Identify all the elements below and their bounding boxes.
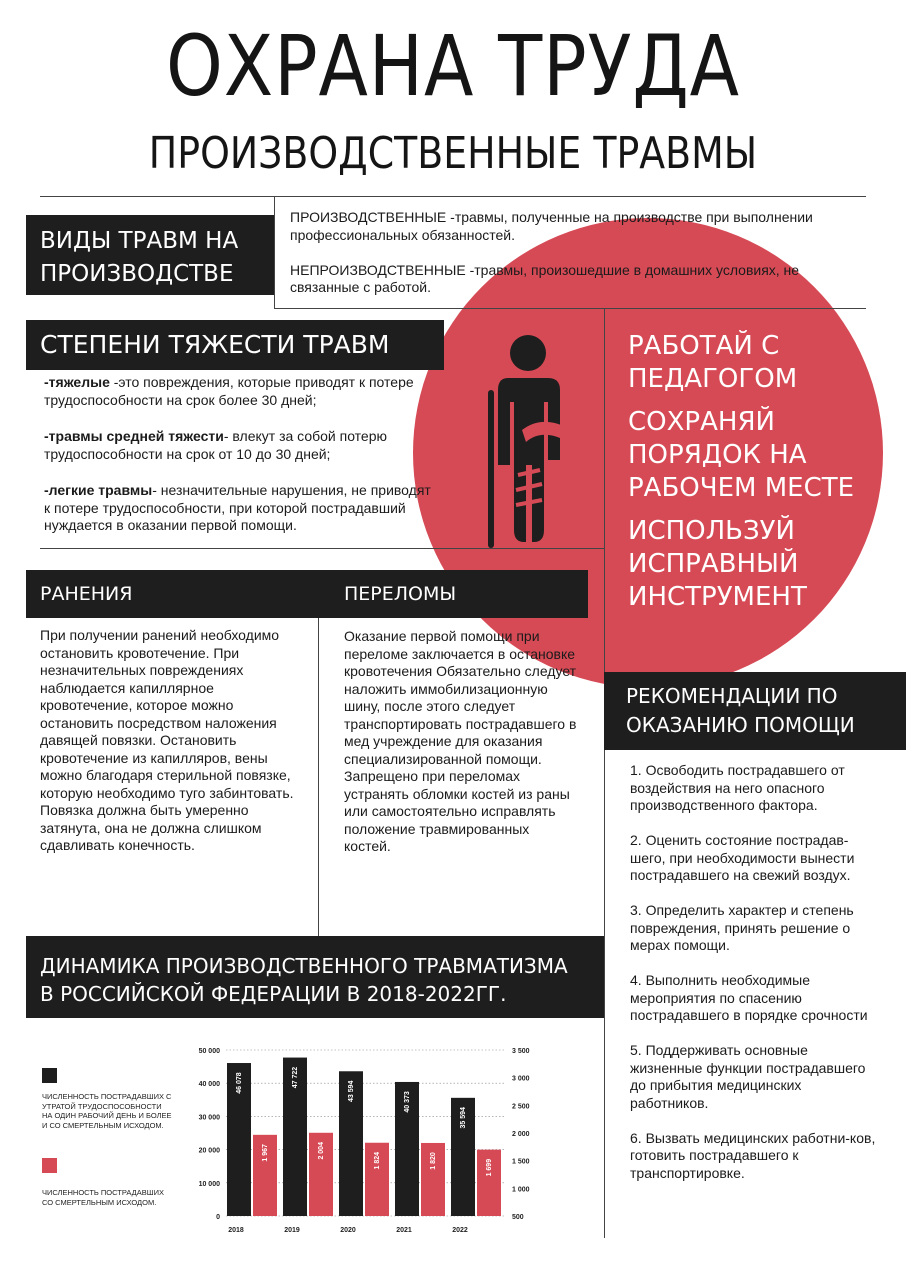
- right-axis-tick-label: 1 500: [512, 1158, 530, 1166]
- x-axis-tick-label: 2020: [340, 1227, 356, 1234]
- recommendation-item: 2. Оценить состояние пострадав-шего, при необходимости вынести пострадавшего на свежий воздух.: [630, 832, 855, 883]
- fractures-heading: ПЕРЕЛОМЫ: [318, 570, 588, 618]
- injury-types-heading-line1: ВИДЫ ТРАВМ НА: [40, 228, 239, 254]
- x-axis-tick-label: 2021: [396, 1227, 412, 1234]
- recommendation-item: 6. Вызвать медицинских работни-ков, готовить пострадавшего к транспортировке.: [630, 1129, 876, 1181]
- bar-value-label-black: 35 594: [460, 1107, 467, 1129]
- bar-value-label-red: 1 824: [374, 1151, 381, 1170]
- bar-value-label-black: 47 722: [292, 1066, 299, 1089]
- injury-types-heading: [26, 215, 274, 295]
- severity-text-medium: - влекут за собой потерю трудоспособности на срок от 10 до 30 дней;: [44, 428, 388, 462]
- slogan-use-proper-tool: ИСПОЛЬЗУЙ ИСПРАВНЫЙ ИНСТРУМЕНТ: [628, 516, 807, 612]
- bar-value-label-black: 40 373: [404, 1091, 411, 1113]
- right-axis-tick-label: 500: [512, 1214, 524, 1221]
- injury-dynamics-chart: [180, 1040, 550, 1240]
- severity-list: [44, 374, 439, 554]
- severity-term-heavy: -тяжелые: [44, 374, 110, 390]
- severity-item-medium: [44, 428, 439, 463]
- legend-label-red: ЧИСЛЕННОСТЬ ПОСТРАДАВШИХ СО СМЕРТЕЛЬНЫМ ИСХОДОМ.: [42, 1188, 164, 1207]
- x-axis-tick-label: 2018: [228, 1227, 244, 1234]
- recommendation-item: 5. Поддерживать основные жизненные функции пострадавшего до прибытия медицинских работников.: [630, 1042, 866, 1111]
- right-axis-tick-label: 2 000: [512, 1131, 530, 1138]
- severity-term-light: -легкие травмы: [44, 482, 153, 498]
- fractures-text: Оказание первой помощи при переломе заключается в остановке кровотечения Обязательно следует наложить иммобилизационную шину, после этого следует транспортировать пострадавшего в мед учреждение для оказания специализированной помощи. Запрещено при переломах устранять обломки костей из раны или самостоятельно исправлять положение травмированных костей.: [344, 628, 577, 854]
- left-axis-tick-label: 40 000: [198, 1081, 220, 1089]
- severity-text-heavy: -это повреждения, которые приводят к потере трудоспособности на срок более 30 дней;: [44, 374, 414, 408]
- non-industrial-definition: НЕПРОИЗВОДСТВЕННЫЕ -травмы, произошедшие в домашних условиях, не связанные с работой.: [290, 261, 800, 295]
- recommendation-item: 4. Выполнить необходимые мероприятия по спасению пострадавшего в порядке срочности: [630, 972, 868, 1023]
- left-axis-tick-label: 30 000: [198, 1114, 220, 1122]
- severity-heading: СТЕПЕНИ ТЯЖЕСТИ ТРАВМ: [26, 320, 444, 370]
- severity-item-light: [44, 482, 439, 535]
- injured-worker-icon: [478, 330, 588, 550]
- wounds-text: При получении ранений необходимо остановить кровотечение. При незначительных повреждениях наблюдается капиллярное кровотечение, которое можно остановить посредством наложения давящей повязки. Остановить кровотечение из капилляров, вены можно благодаря стерильной повязке, которую необходимо туго забинтовать. Повязка должна быть умеренно затянута, она не должна слишком сдавливать конечность.: [40, 627, 294, 853]
- page-title: ОХРАНА ТРУДА: [166, 17, 740, 115]
- bar-value-label-black: 43 594: [348, 1080, 355, 1102]
- recommendations-heading: РЕКОМЕНДАЦИИ ПО ОКАЗАНИЮ ПОМОЩИ: [604, 672, 906, 750]
- divider-wounds-fractures: [318, 618, 319, 936]
- severity-item-heavy: [44, 374, 439, 409]
- left-axis-tick-label: 50 000: [198, 1048, 220, 1055]
- divider-types-vertical: [274, 196, 275, 308]
- injury-types-text: [290, 209, 860, 314]
- right-axis-tick-label: 2 500: [512, 1103, 530, 1111]
- right-axis-tick-label: 3 000: [512, 1075, 530, 1083]
- left-axis-tick-label: 10 000: [198, 1180, 220, 1188]
- recommendation-item: 3. Определить характер и степень повреждения, принять решение о мерах помощи.: [630, 902, 854, 953]
- left-axis-tick-label: 0: [216, 1214, 220, 1221]
- industrial-definition: ПРОИЗВОДСТВЕННЫЕ -травмы, полученные на производстве при выполнении профессиональных обязанностей.: [290, 209, 813, 243]
- page-subtitle: ПРОИЗВОДСТВЕННЫЕ ТРАВМЫ: [148, 128, 758, 179]
- severity-text-light: - незначительные нарушения, не приводят к потере трудоспособности, при которой пострадавший нуждается в оказании первой помощи.: [44, 482, 431, 533]
- legend-swatch-red: [42, 1158, 57, 1173]
- bar-value-label-red: 1 699: [486, 1158, 493, 1177]
- slogan-work-with-teacher: РАБОТАЙ С ПЕДАГОГОМ: [628, 331, 798, 394]
- x-axis-tick-label: 2022: [452, 1227, 468, 1234]
- recommendation-item: 1. Освободить пострадавшего от воздействия на него опасного производственного фактора.: [630, 762, 845, 813]
- header-divider: [40, 196, 866, 197]
- bar-value-label-red: 2 004: [318, 1142, 325, 1160]
- wounds-heading: РАНЕНИЯ: [26, 570, 326, 618]
- dynamics-heading-line2: В РОССИЙСКОЙ ФЕДЕРАЦИИ В 2018-2022ГГ.: [40, 982, 507, 1006]
- dynamics-heading: [26, 936, 604, 1018]
- bar-value-label-red: 1 967: [262, 1144, 269, 1162]
- slogan-keep-order: СОХРАНЯЙ ПОРЯДОК НА РАБОЧЕМ МЕСТЕ: [628, 407, 855, 503]
- injury-types-heading-line2: ПРОИЗВОДСТВЕ: [40, 261, 234, 287]
- divider-right-column: [604, 308, 605, 1238]
- right-axis-tick-label: 1 000: [512, 1186, 530, 1194]
- right-axis-tick-label: 3 500: [512, 1048, 530, 1055]
- legend-swatch-black: [42, 1068, 57, 1083]
- legend-label-black: ЧИСЛЕННОСТЬ ПОСТРАДАВШИХ С УТРАТОЙ ТРУДОСПОСОБНОСТИ НА ОДИН РАБОЧИЙ ДЕНЬ И БОЛЕЕ И СО СМЕРТЕЛЬНЫМ ИСХОДОМ.: [42, 1092, 172, 1130]
- dynamics-heading-line1: ДИНАМИКА ПРОИЗВОДСТВЕННОГО ТРАВМАТИЗМА: [40, 954, 568, 978]
- bar-value-label-red: 1 820: [430, 1152, 437, 1170]
- x-axis-tick-label: 2019: [284, 1227, 300, 1234]
- bar-value-label-black: 46 078: [236, 1072, 243, 1094]
- left-axis-tick-label: 20 000: [198, 1147, 220, 1155]
- safety-slogans: [628, 330, 888, 624]
- severity-term-medium: -травмы средней тяжести: [44, 428, 224, 444]
- recommendations-list: [630, 762, 880, 1200]
